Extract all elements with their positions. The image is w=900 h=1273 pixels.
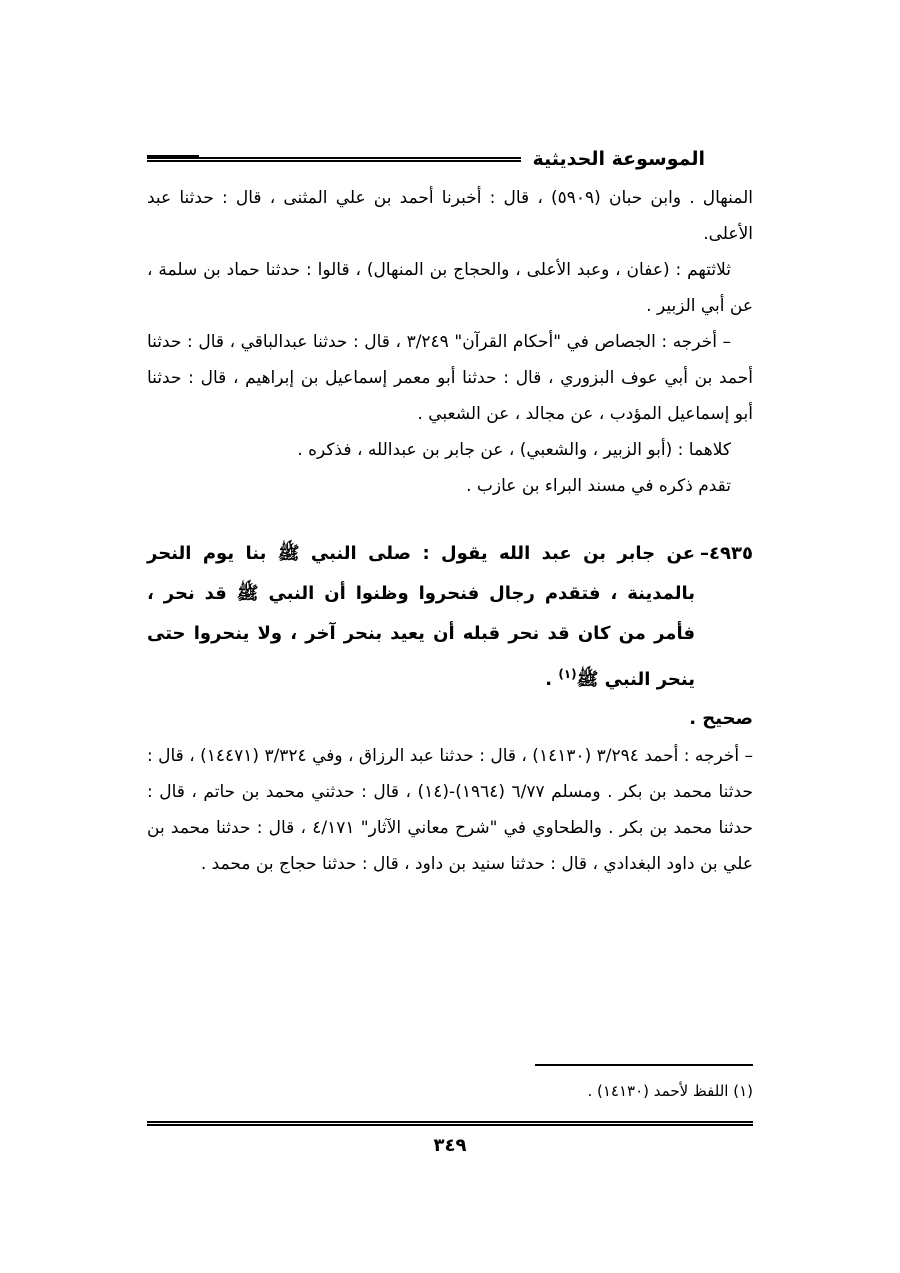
header-title: الموسوعة الحديثية: [521, 147, 718, 171]
hadith-text: [147, 534, 695, 700]
footnote-separator: [535, 1064, 753, 1066]
hadith-block: [147, 534, 753, 700]
footnote: (١) اللفظ لأحمد (١٤١٣٠) .: [587, 1082, 753, 1100]
footnote-mark: (١): [558, 667, 577, 681]
hadith-number: ٤٩٣٥–: [700, 543, 753, 564]
header-double-rule: [147, 157, 583, 162]
footer-double-rule: [147, 1121, 753, 1126]
paragraph-3: – أخرجه : الجصاص في "أحكام القرآن" ٣/٢٤٩ ، قال : حدثنا عبدالباقي ، قال : حدثنا أحمد بن أبي عوف البزوري ، قال : حدثنا أبو معمر إسماعيل بن إبراهيم ، قال : حدثنا أبو إسماعيل المؤدب ، عن مجالد ، عن الشعبي .: [147, 332, 753, 424]
paragraph-5: تقدم ذكره في مسند البراء بن عازب .: [466, 476, 731, 496]
takhrij-paragraph: – أخرجه : أحمد ٣/٢٩٤ (١٤١٣٠) ، قال : حدثنا عبد الرزاق ، وفي ٣/٣٢٤ (١٤٤٧١) ، قال : حدثنا محمد بن بكر . ومسلم ٦/٧٧ (١٩٦٤)-(١٤) ، قال : حدثني محمد بن حاتم ، قال : حدثنا محمد بن بكر . والطحاوي في "شرح معاني الآثار" ٤/١٧١ ، قال : حدثنا محمد بن علي بن داود البغدادي ، قال : حدثنا سنيد بن داود ، قال : حدثنا حجاج بن محمد .: [147, 746, 753, 874]
header-short-rule: [147, 155, 199, 162]
hadith-grade: صحيح .: [689, 708, 753, 729]
paragraph-2: ثلاثتهم : (عفان ، وعبد الأعلى ، والحجاج بن المنهال) ، قالوا : حدثنا حماد بن سلمة ، عن أبي الزبير .: [147, 260, 753, 316]
paragraph-1: المنهال . وابن حبان (٥٩٠٩) ، قال : أخبرنا أحمد بن علي المثنى ، قال : حدثنا عبد الأعلى.: [147, 188, 753, 244]
document-page: [147, 135, 753, 1165]
page-number: ٣٤٩: [433, 1135, 467, 1156]
main-text: [147, 180, 753, 882]
paragraph-4: كلاهما : (أبو الزبير ، والشعبي) ، عن جابر بن عبدالله ، فذكره .: [297, 440, 731, 460]
hadith-text-body: عن جابر بن عبد الله يقول : صلى النبي ﷺ بنا يوم النحر بالمدينة ، فتقدم رجال فنحروا وظنوا أن النبي ﷺ قد نحر ، فأمر من كان قد نحر قبله أن يعيد بنحر آخر ، ولا ينحروا حتى ينحر النبي ﷺ: [147, 543, 695, 690]
hadith-end: .: [545, 669, 559, 690]
running-header: [147, 147, 753, 171]
